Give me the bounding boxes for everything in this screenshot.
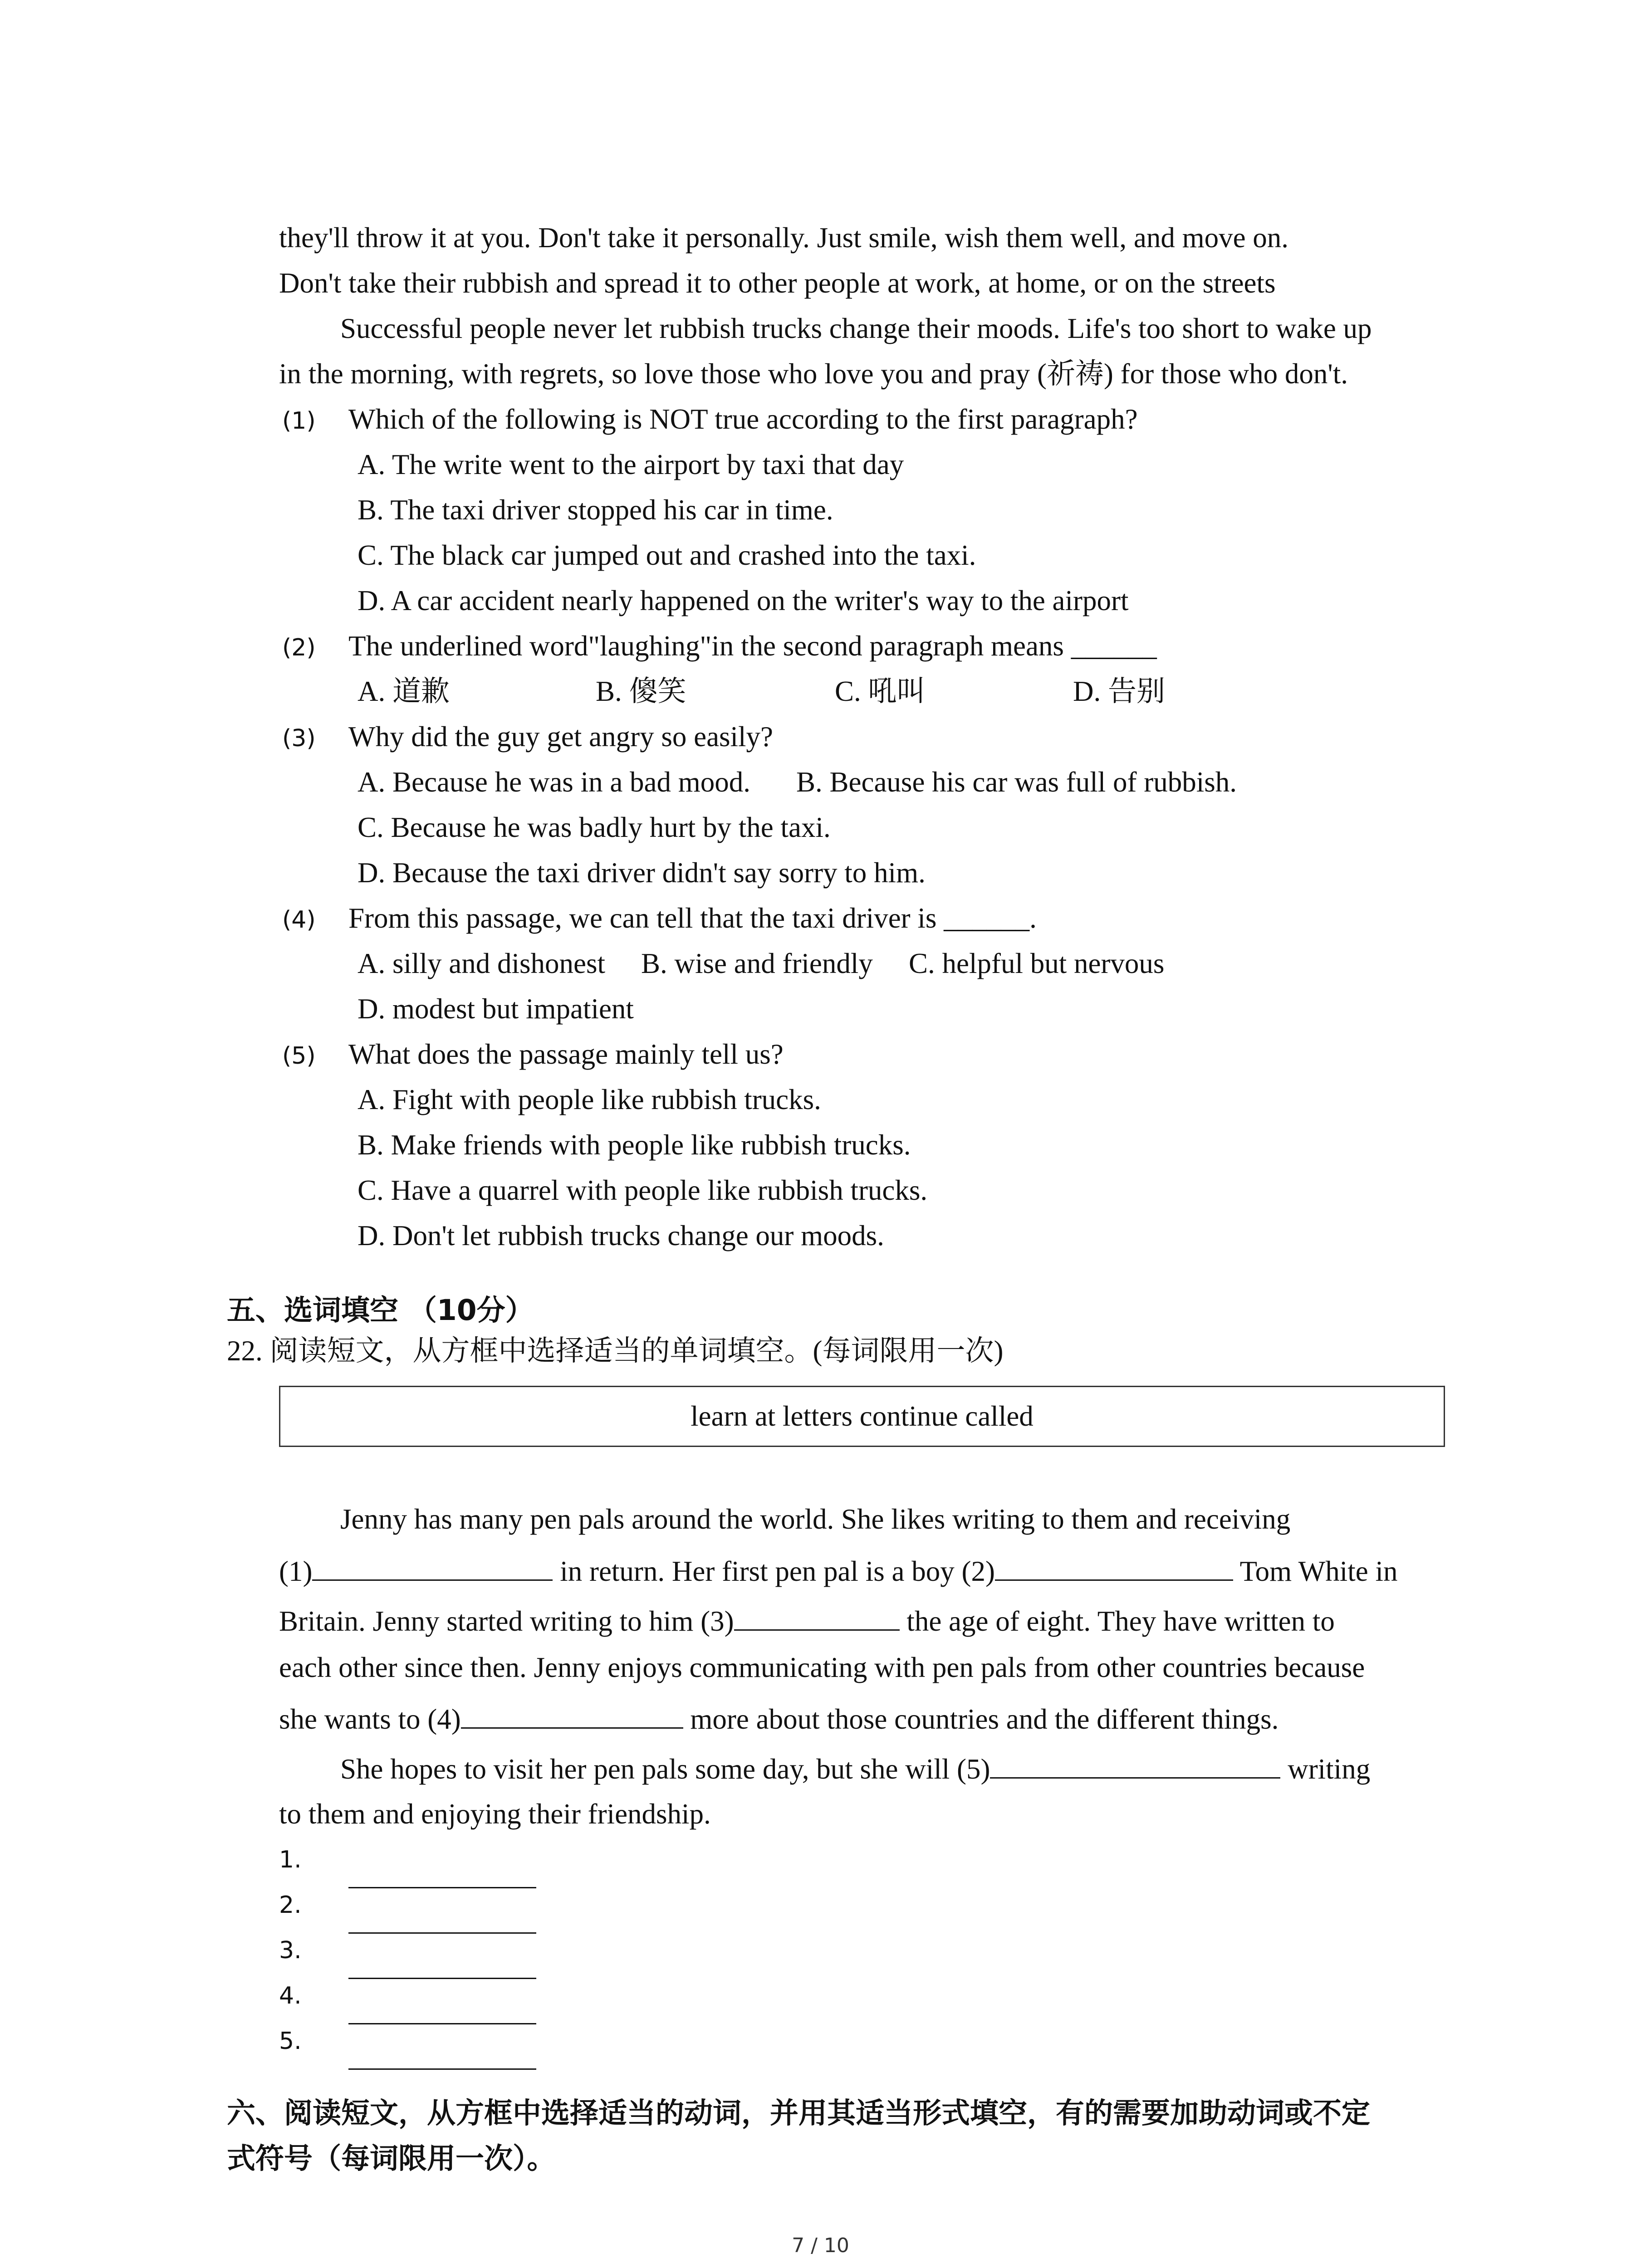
answer-number: 5. bbox=[279, 2028, 302, 2055]
answer-number: 1. bbox=[279, 1846, 302, 1873]
question-option: B. 傻笑 bbox=[596, 675, 686, 707]
cloze-text: she wants to (4) bbox=[279, 1703, 461, 1735]
blank-5[interactable] bbox=[990, 1751, 1280, 1779]
cloze-text: more about those countries and the different things. bbox=[683, 1703, 1279, 1735]
question-option: B. Because his car was full of rubbish. bbox=[796, 766, 1237, 798]
cloze-text: the age of eight. They have written to bbox=[899, 1605, 1335, 1637]
question-option: A. The write went to the airport by taxi that day bbox=[358, 449, 904, 480]
answer-line-2[interactable] bbox=[348, 1932, 536, 1934]
question-option: B. wise and friendly bbox=[641, 948, 873, 979]
passage-line-3: Successful people never let rubbish trucks change their moods. Life's too short to wake up bbox=[340, 313, 1372, 344]
cloze-text: She hopes to visit her pen pals some day, but she will (5) bbox=[340, 1753, 990, 1785]
cloze-line-7: to them and enjoying their friendship. bbox=[279, 1798, 711, 1830]
question-option: B. The taxi driver stopped his car in time. bbox=[358, 494, 833, 526]
question-option: D. Don't let rubbish trucks change our moods. bbox=[358, 1220, 884, 1251]
passage-line-2: Don't take their rubbish and spread it to other people at work, at home, or on the streets bbox=[279, 267, 1276, 299]
question-number: (1) bbox=[282, 407, 316, 435]
answer-number: 3. bbox=[279, 1937, 302, 1964]
answer-line-5[interactable] bbox=[348, 2068, 536, 2070]
cloze-line-6 bbox=[340, 1751, 1370, 1785]
question-option: C. helpful but nervous bbox=[909, 948, 1165, 979]
cloze-line-2 bbox=[279, 1553, 1397, 1588]
blank-2[interactable] bbox=[995, 1553, 1233, 1581]
cloze-text: in return. Her first pen pal is a boy (2) bbox=[553, 1555, 995, 1587]
cloze-line-5 bbox=[279, 1701, 1279, 1735]
question-option: A. silly and dishonest bbox=[358, 948, 605, 979]
cloze-text: Britain. Jenny started writing to him (3) bbox=[279, 1605, 734, 1637]
question-number: (4) bbox=[282, 906, 316, 934]
answer-line-3[interactable] bbox=[348, 1978, 536, 1979]
question-option: D. 告别 bbox=[1073, 675, 1165, 707]
question-stem: The underlined word"laughing"in the second paragraph means ______ bbox=[348, 630, 1157, 662]
section-heading: 五、选词填空 （10分） bbox=[227, 1294, 534, 1327]
cloze-line-1: Jenny has many pen pals around the world. She likes writing to them and receiving bbox=[340, 1503, 1291, 1535]
blank-4[interactable] bbox=[461, 1701, 683, 1729]
question-option: C. The black car jumped out and crashed into the taxi. bbox=[358, 539, 976, 571]
answer-line-1[interactable] bbox=[348, 1887, 536, 1888]
question-option: B. Make friends with people like rubbish trucks. bbox=[358, 1129, 911, 1161]
question-number: (3) bbox=[282, 725, 316, 752]
question-option: A. 道歉 bbox=[358, 675, 450, 707]
question-stem: Which of the following is NOT true according to the first paragraph? bbox=[348, 403, 1138, 435]
section-instruction: 22. 阅读短文，从方框中选择适当的单词填空。(每词限用一次) bbox=[227, 1335, 1004, 1367]
question-option: C. Have a quarrel with people like rubbish trucks. bbox=[358, 1174, 928, 1206]
question-option: D. modest but impatient bbox=[358, 993, 634, 1025]
question-stem: Why did the guy get angry so easily? bbox=[348, 721, 774, 753]
question-option: A. Because he was in a bad mood. bbox=[358, 766, 751, 798]
blank-3[interactable] bbox=[734, 1603, 900, 1631]
passage-line-4: in the morning, with regrets, so love those who love you and pray (祈祷) for those who don't. bbox=[279, 358, 1348, 390]
question-stem: What does the passage mainly tell us? bbox=[348, 1038, 784, 1070]
section-heading: 式符号（每词限用一次）。 bbox=[227, 2142, 556, 2175]
cloze-text: Tom White in bbox=[1233, 1555, 1398, 1587]
answer-number: 4. bbox=[279, 1982, 302, 2009]
section-heading: 六、阅读短文，从方框中选择适当的动词，并用其适当形式填空，有的需要加助动词或不定 bbox=[227, 2097, 1370, 2130]
question-number: (5) bbox=[282, 1042, 316, 1070]
question-number: (2) bbox=[282, 634, 316, 661]
question-option: A. Fight with people like rubbish trucks. bbox=[358, 1084, 821, 1115]
cloze-line-3 bbox=[279, 1603, 1335, 1637]
answer-number: 2. bbox=[279, 1892, 302, 1919]
cloze-line-4: each other since then. Jenny enjoys communicating with pen pals from other countries because bbox=[279, 1652, 1365, 1683]
cloze-text: (1) bbox=[279, 1555, 313, 1587]
question-option: C. 吼叫 bbox=[835, 675, 926, 707]
cloze-text: writing bbox=[1280, 1753, 1371, 1785]
passage-line-1: they'll throw it at you. Don't take it personally. Just smile, wish them well, and move on. bbox=[279, 222, 1289, 254]
question-option: D. A car accident nearly happened on the writer's way to the airport bbox=[358, 585, 1129, 616]
answer-line-4[interactable] bbox=[348, 2023, 536, 2024]
page-number: 7 / 10 bbox=[792, 2234, 849, 2257]
question-option: C. Because he was badly hurt by the taxi. bbox=[358, 811, 831, 843]
word-box: learn at letters continue called bbox=[279, 1386, 1445, 1447]
question-stem: From this passage, we can tell that the taxi driver is ______. bbox=[348, 902, 1037, 934]
question-option: D. Because the taxi driver didn't say sorry to him. bbox=[358, 857, 926, 889]
blank-1[interactable] bbox=[312, 1553, 553, 1581]
